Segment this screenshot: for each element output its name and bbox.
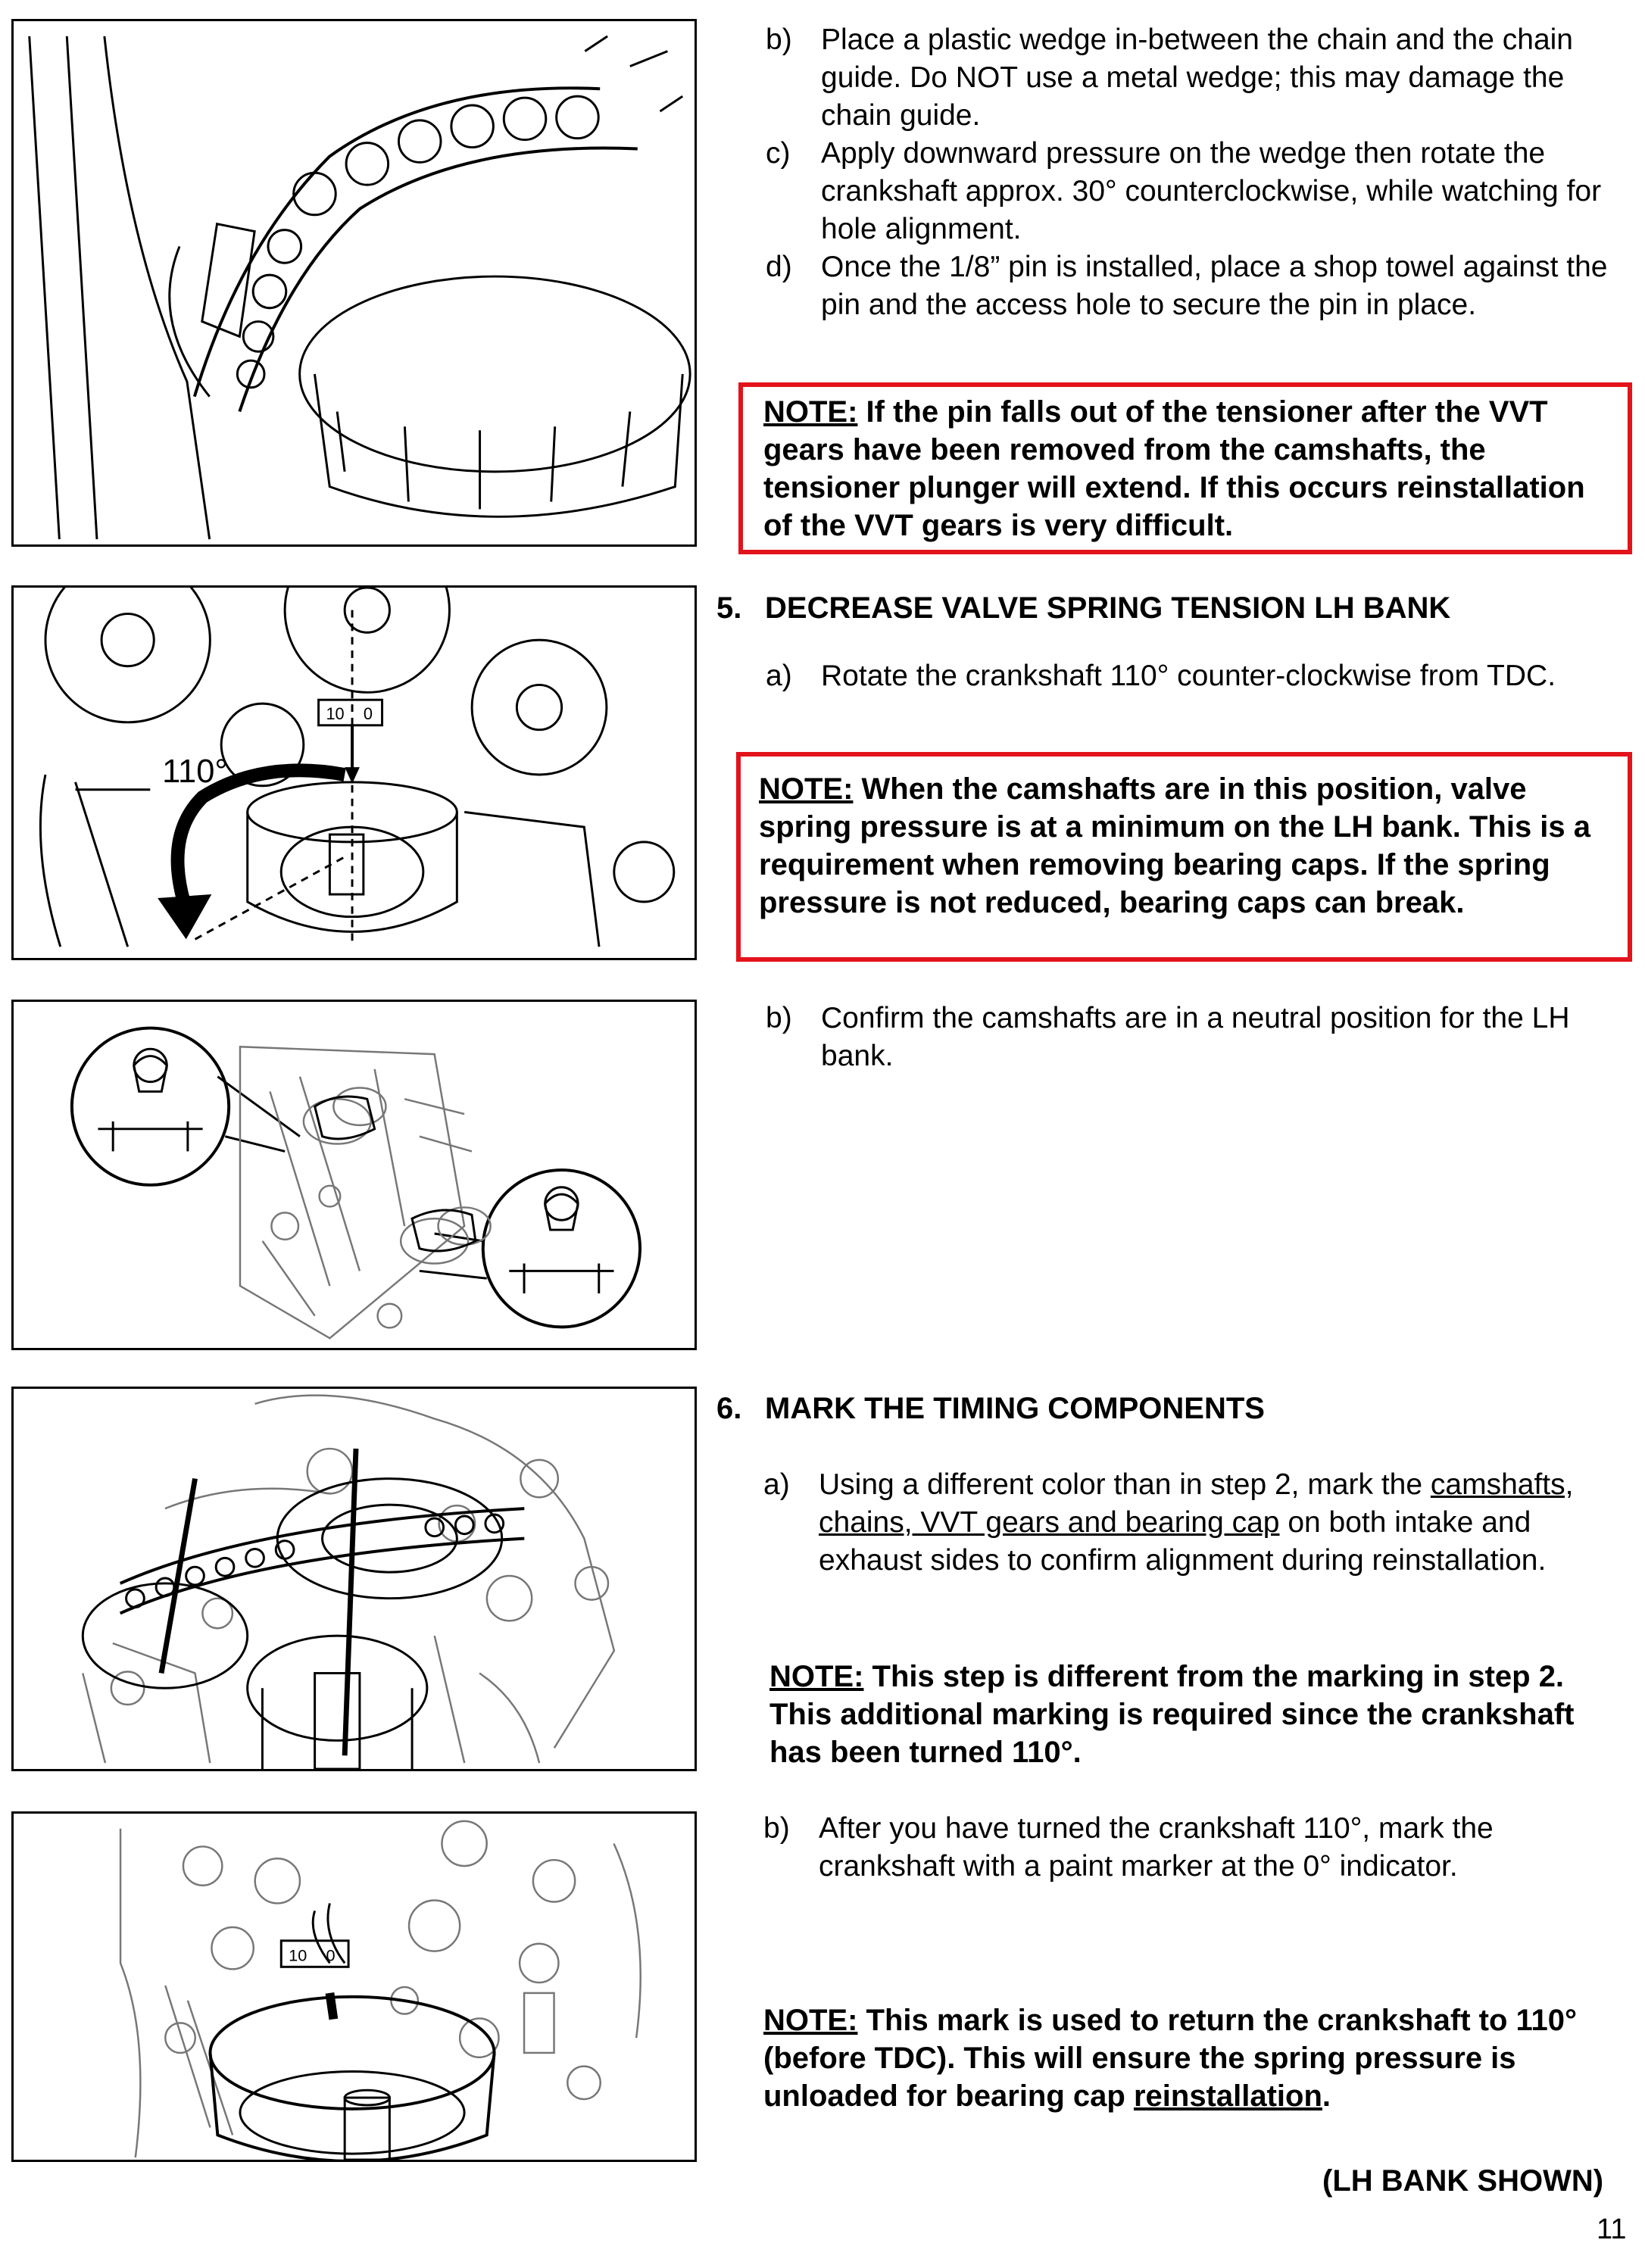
crank-pulley-mark-drawing [14,1814,695,2160]
step-title: DECREASE VALVE SPRING TENSION LH BANK [765,591,1451,625]
item-text [819,1466,1619,1580]
figure-timing-components [11,1387,697,1771]
note-label: NOTE: [769,1660,864,1693]
chain-wedge-drawing [14,21,695,544]
timing-components-drawing [14,1389,695,1769]
item-label: c) [766,137,791,170]
item-text: Place a plastic wedge in-between the chain and the chain guide. Do NOT use a metal wedge; this may damage the chain guide. [821,23,1573,132]
item-label: b) [763,1812,790,1845]
item-text: Rotate the crankshaft 110° counter-clockwise from TDC. [821,660,1556,692]
item-text-underlined: camshafts, chains, VVT gears and bearing cap [819,1468,1574,1539]
item-label: d) [766,251,792,283]
note-text: When the camshafts are in this position, valve spring pressure is at a minimum on the LH bank. This is a requirement when removing bearing caps. If the spring pressure is not reduced, bearing caps can break. [759,772,1591,919]
camshaft-neutral-drawing [14,1002,695,1348]
item-label: a) [763,1468,790,1501]
item-label: b) [766,1002,792,1034]
figure-crank-pulley-mark [11,1811,697,2162]
note-text-part1: This mark is used to return the crankshaft to 110° (before TDC). This will ensure the spring pressure is unloaded for bearing cap [763,2004,1578,2113]
item-text: Confirm the camshafts are in a neutral position for the LH bank. [821,1002,1570,1072]
figure-crankshaft-110 [11,585,697,960]
page-number: 11 [1597,2213,1627,2245]
item-label: a) [766,660,792,692]
crankshaft-rotation-drawing [14,588,695,958]
figure-camshaft-neutral [11,1000,697,1350]
note-valve-spring [759,770,1615,922]
note-return-crankshaft [763,2001,1623,2115]
figure-caption-lh-bank: (LH BANK SHOWN) [1322,2164,1604,2198]
note-text-underlined: reinstallation [1133,2079,1322,2113]
note-text: If the pin falls out of the tensioner after the VVT gears have been removed from the camshafts, the tensioner plunger will extend. If this occurs reinstallation of the VVT gears is very difficult. [763,395,1585,542]
item-text: Once the 1/8” pin is installed, place a shop towel against the pin and the access hole to secure the pin in place. [821,251,1608,321]
note-label: NOTE: [763,2004,858,2037]
step-number: 5. [716,591,742,625]
item-label: b) [766,23,792,56]
scale-10-label: 10 [326,703,345,723]
note-text-part2: . [1322,2079,1331,2113]
step-number: 6. [716,1392,742,1425]
note-label: NOTE: [759,772,854,806]
note-label: NOTE: [763,395,858,429]
note-pin [763,393,1615,544]
angle-110-label: 110° [162,753,228,790]
note-additional-marking [769,1658,1622,1771]
item-text: After you have turned the crankshaft 110°, mark the crankshaft with a paint marker at the 0° indicator. [819,1812,1494,1883]
item-text: Apply downward pressure on the wedge then rotate the crankshaft approx. 30° counterclockwise, while watching for hole alignment. [821,137,1602,245]
note-text: This step is different from the marking in step 2. This additional marking is required since the crankshaft has been turned 110°. [769,1660,1575,1769]
figure-chain-wedge [11,19,697,547]
item-text-part1: Using a different color than in step 2, mark the [819,1468,1431,1501]
scale-0-label: 0 [326,1945,336,1965]
item-text-part2: on both intake and exhaust sides to confirm alignment during reinstallation. [819,1506,1547,1577]
scale-10-label: 10 [289,1945,307,1965]
step-title: MARK THE TIMING COMPONENTS [765,1392,1265,1425]
scale-0-label: 0 [363,703,373,723]
